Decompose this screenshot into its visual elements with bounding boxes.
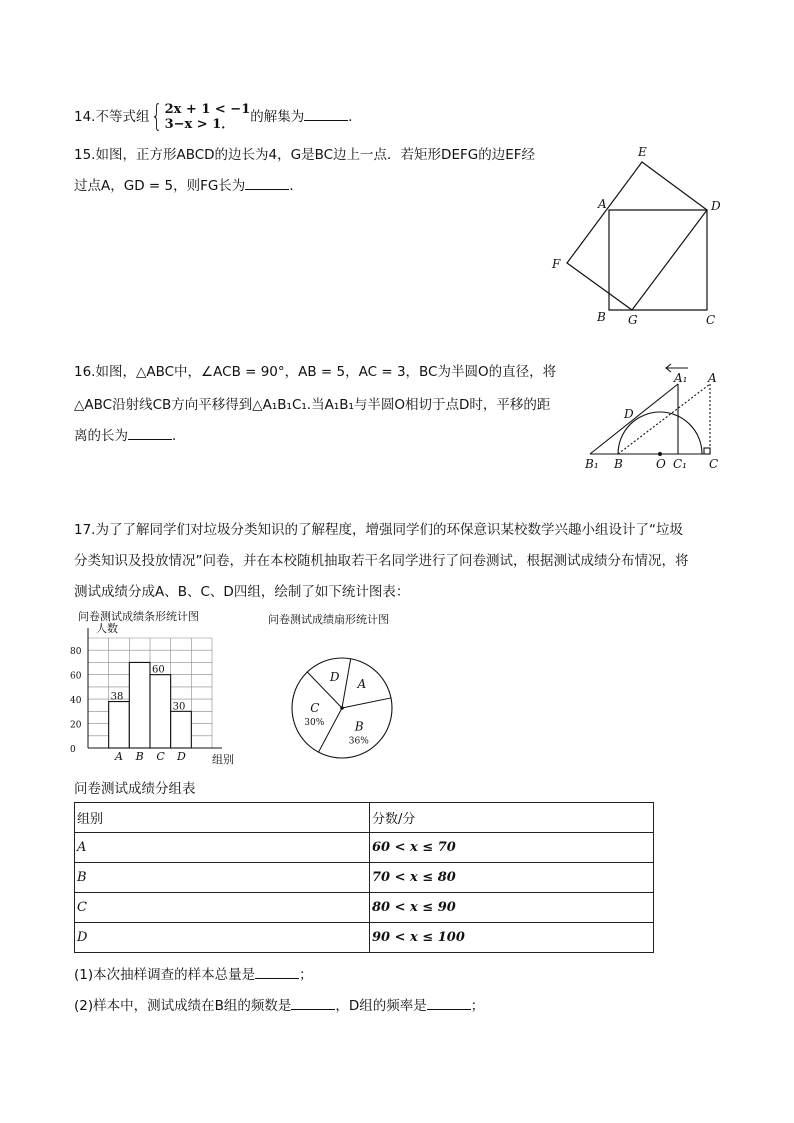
pie-label-B: B <box>354 719 364 734</box>
table-row <box>75 923 654 953</box>
bar-chart-xlabel: 组别 <box>212 753 234 766</box>
bar-chart-ylabel: 人数 <box>96 622 118 635</box>
bar-value-label: 30 <box>172 701 186 713</box>
q14-row2: 3−x > 1． <box>164 117 235 132</box>
pie-percent-B: 36% <box>348 736 369 747</box>
q16-end: ． <box>172 428 186 444</box>
q15-end: ． <box>289 178 303 194</box>
q17-sub1 <box>74 966 313 984</box>
table-row <box>75 833 654 863</box>
pie-chart-slices <box>292 658 392 758</box>
bar-category-label: A <box>115 750 123 763</box>
q15-square-abcd <box>609 210 707 310</box>
bar-category-label: C <box>156 750 165 763</box>
q15-rect-defg <box>567 162 707 310</box>
bar-chart-title: 问卷测试成绩条形统计图 <box>78 610 199 623</box>
q14-prefix: 14.不等式组 <box>74 109 150 125</box>
q17-sub2-text-a: (2)样本中，测试成绩在B组的频数是 <box>74 998 292 1014</box>
pie-percent-C: 30% <box>304 717 325 728</box>
q15-label-g: G <box>628 313 638 327</box>
bar-C <box>150 675 171 748</box>
bar-value-label: 60 <box>152 664 165 676</box>
bar-B <box>129 662 150 748</box>
q15-answer-blank[interactable] <box>245 177 289 190</box>
q14-suffix: 的解集为 <box>250 109 305 125</box>
q16-label-o: O <box>656 457 666 471</box>
bar-chart-marks <box>109 662 192 748</box>
bar-value-label: 38 <box>110 691 124 703</box>
q17-sub2-end: ； <box>470 998 485 1014</box>
bar-category-label: D <box>177 750 186 763</box>
q16-line3 <box>74 427 186 445</box>
q15-line1: 15.如图，正方形ABCD的边长为4，G是BC边上一点．若矩形DEFG的边EF经 <box>74 147 535 163</box>
table-caption: 问卷测试成绩分组表 <box>74 781 196 797</box>
q16-answer-blank[interactable] <box>128 427 172 440</box>
table-row <box>75 863 654 893</box>
bar-ytick-label: 20 <box>70 720 82 731</box>
table-row <box>75 893 654 923</box>
q15-figure <box>540 140 740 335</box>
table-cell-group: D <box>75 923 370 953</box>
q14-system: { 2x + 1 < −1 3−x > 1． <box>151 99 251 134</box>
q16-line3-text: 离的长为 <box>74 428 128 444</box>
q15-label-c: C <box>706 313 716 327</box>
q14-line <box>74 99 362 134</box>
table-cell-range: 80 < x ≤ 90 <box>370 893 654 923</box>
q16-label-a: A <box>708 371 717 385</box>
q17-sub1-text: (1)本次抽样调查的样本总量是 <box>74 967 256 983</box>
q14-end: ． <box>348 109 362 125</box>
q16-label-c1: C₁ <box>673 457 687 471</box>
q16-label-b1: B₁ <box>585 457 599 471</box>
q16-line2: △ABC沿射线CB方向平移得到△A₁B₁C₁.当A₁B₁与半圆O相切于点D时，平移的距 <box>74 397 551 413</box>
q15-label-f: F <box>552 257 561 271</box>
q17-sub1-blank[interactable] <box>255 966 299 979</box>
pie-chart <box>288 654 396 762</box>
q17-sub2 <box>74 997 484 1015</box>
table-header-row <box>75 803 654 833</box>
q15-label-a: A <box>598 197 607 211</box>
score-group-table <box>74 802 654 953</box>
q14-answer-blank[interactable] <box>304 108 348 121</box>
bar-A <box>109 702 130 748</box>
bar-ytick-label: 0 <box>70 745 76 755</box>
q17-sub1-end: ； <box>299 967 313 983</box>
pie-label-C: C <box>310 700 320 715</box>
q17-sub2-text-b: ，D组的频率是 <box>335 998 427 1014</box>
pie-chart-title: 问卷测试成绩扇形统计图 <box>268 613 389 626</box>
q15-label-d: D <box>711 199 721 213</box>
q17-sub2-blank-d[interactable] <box>427 997 471 1010</box>
pie-label-A: A <box>357 676 367 691</box>
table-cell-range: 60 < x ≤ 70 <box>370 833 654 863</box>
bar-category-label: B <box>135 750 144 763</box>
bar-ytick-label: 80 <box>70 647 82 658</box>
q14-row1: 2x + 1 < −1 <box>164 102 251 117</box>
bar-D <box>171 711 192 748</box>
q16-line1: 16.如图，△ABC中，∠ACB = 90°，AB = 5，AC = 3，BC为半圆O的直径，将 <box>74 364 557 380</box>
table-cell-group: C <box>75 893 370 923</box>
q17-line2: 分类知识及投放情况”问卷，并在本校随机抽取若干名同学进行了问卷测试，根据测试成绩分布情况，将 <box>74 553 689 569</box>
table-header-group: 组别 <box>75 803 370 833</box>
q17-line1: 17.为了了解同学们对垃圾分类知识的了解程度，增强同学们的环保意识某校数学兴趣小组设计了“垃圾 <box>74 522 683 538</box>
table-cell-group: A <box>75 833 370 863</box>
pie-label-D: D <box>329 670 340 685</box>
q15-line2-text: 过点A，GD = 5，则FG长为 <box>74 178 246 194</box>
q16-label-c: C <box>709 457 719 471</box>
q15-line2 <box>74 177 303 195</box>
q16-b1a1 <box>590 384 678 454</box>
bar-ytick-label: 40 <box>70 696 82 707</box>
q16-figure <box>580 358 730 476</box>
bar-chart <box>66 608 256 768</box>
table-header-score: 分数/分 <box>370 803 654 833</box>
q17-line3: 测试成绩分成A、B、C、D四组，绘制了如下统计图表： <box>74 584 410 600</box>
table-cell-range: 70 < x ≤ 80 <box>370 863 654 893</box>
pie-center <box>340 706 344 710</box>
q15-label-e: E <box>638 145 647 159</box>
q15-label-b: B <box>597 310 606 324</box>
q17-sub2-blank-b[interactable] <box>291 997 335 1010</box>
q16-label-d: D <box>624 407 634 421</box>
bar-ytick-label: 60 <box>70 671 82 682</box>
q16-label-b: B <box>614 457 623 471</box>
table-cell-range: 90 < x ≤ 100 <box>370 923 654 953</box>
q16-label-a1: A₁ <box>674 371 688 385</box>
table-cell-group: B <box>75 863 370 893</box>
